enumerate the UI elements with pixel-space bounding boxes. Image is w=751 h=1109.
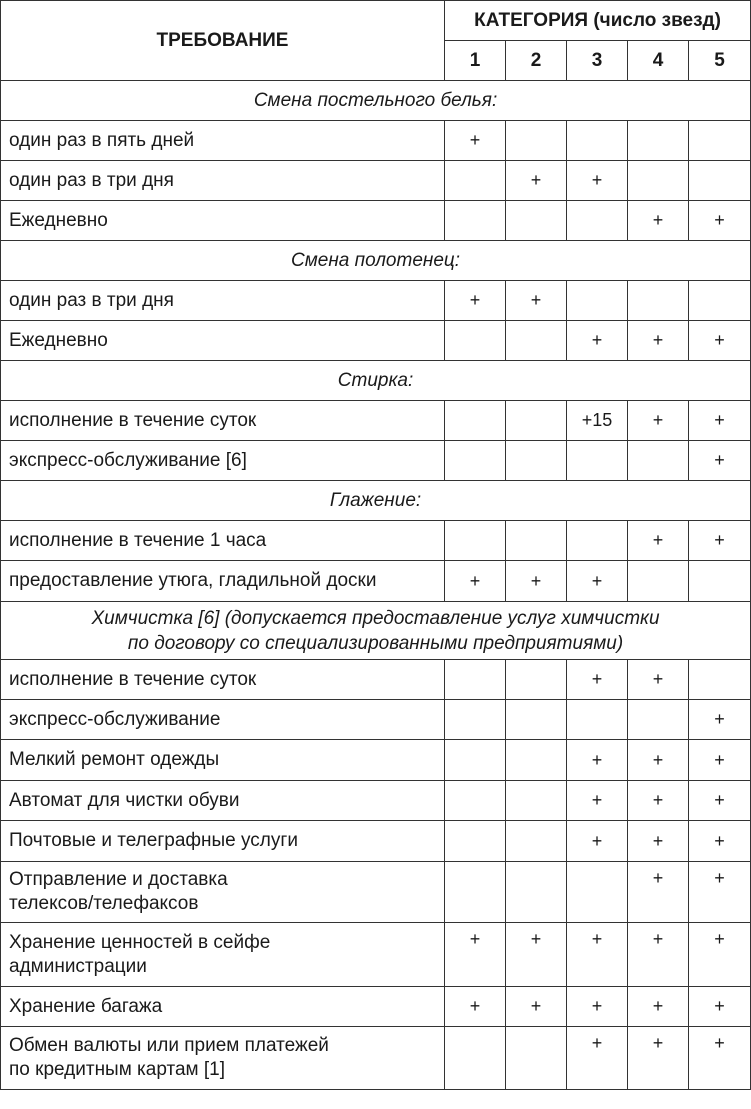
section-title-line: Смена полотенец: <box>291 250 461 271</box>
mark-cell-category-2 <box>506 821 567 862</box>
requirement-label-line: предоставление утюга, гладильной доски <box>9 570 377 591</box>
table-row <box>1 700 751 740</box>
requirement-label-line: исполнение в течение суток <box>9 668 257 690</box>
mark-cell-category-4: + <box>628 1027 689 1090</box>
requirement-label <box>1 862 445 923</box>
mark-cell-category-4: + <box>628 740 689 781</box>
mark-cell-category-5: + <box>689 321 751 361</box>
mark-cell-category-4: + <box>628 521 689 561</box>
mark-cell-category-5: + <box>689 821 751 862</box>
category-header: КАТЕГОРИЯ (число звезд) <box>445 1 751 41</box>
requirement-label-line: администрации <box>9 955 147 977</box>
mark-cell-category-3: +15 <box>567 401 628 441</box>
mark-cell-category-1 <box>445 700 506 740</box>
requirement-label <box>1 660 445 700</box>
table-row <box>1 1027 751 1090</box>
mark-cell-category-5: + <box>689 1027 751 1090</box>
requirement-label-line: исполнение в течение суток <box>9 409 257 431</box>
requirement-label-line: один раз в три дня <box>9 169 174 191</box>
star-count-1: 1 <box>445 41 506 81</box>
requirement-label-line: экспресс-обслуживание <box>9 708 221 730</box>
mark-cell-category-5: + <box>689 700 751 740</box>
mark-cell-category-2 <box>506 121 567 161</box>
table-row <box>1 201 751 241</box>
table-row <box>1 821 751 862</box>
section-title-line: Химчистка [6] (допускается предоставление услуг химчистки <box>91 607 660 629</box>
mark-cell-category-2 <box>506 740 567 781</box>
mark-cell-category-1 <box>445 740 506 781</box>
mark-cell-category-5: + <box>689 781 751 821</box>
requirement-label-line: исполнение в течение 1 часа <box>9 529 267 551</box>
requirement-label <box>1 401 445 441</box>
mark-cell-category-2 <box>506 1027 567 1090</box>
mark-cell-category-3 <box>567 862 628 923</box>
mark-cell-category-3 <box>567 521 628 561</box>
requirement-label-line: Хранение багажа <box>9 995 163 1017</box>
mark-cell-category-1 <box>445 821 506 862</box>
mark-cell-category-2 <box>506 660 567 700</box>
requirement-label-line: один раз в пять дней <box>9 129 195 151</box>
mark-cell-category-3: + <box>567 161 628 201</box>
requirement-label <box>1 987 445 1027</box>
mark-cell-category-1 <box>445 781 506 821</box>
requirement-label <box>1 161 445 201</box>
mark-cell-category-1: + <box>445 987 506 1027</box>
mark-cell-category-1 <box>445 441 506 481</box>
section-title <box>1 361 751 401</box>
section-title <box>1 241 751 281</box>
section-row <box>1 361 751 401</box>
mark-cell-category-3 <box>567 121 628 161</box>
requirement-label <box>1 1027 445 1090</box>
mark-cell-category-3: + <box>567 561 628 602</box>
requirement-label <box>1 740 445 781</box>
mark-cell-category-3: + <box>567 321 628 361</box>
mark-cell-category-4 <box>628 561 689 602</box>
table-row <box>1 401 751 441</box>
mark-cell-category-4: + <box>628 321 689 361</box>
star-count-2: 2 <box>506 41 567 81</box>
header-row <box>1 1 751 41</box>
table-row <box>1 281 751 321</box>
mark-cell-category-5: + <box>689 401 751 441</box>
requirement-label <box>1 561 445 602</box>
mark-cell-category-2 <box>506 862 567 923</box>
mark-cell-category-1 <box>445 660 506 700</box>
requirement-label <box>1 781 445 821</box>
mark-cell-category-3 <box>567 700 628 740</box>
mark-cell-category-5: + <box>689 521 751 561</box>
mark-cell-category-2 <box>506 441 567 481</box>
mark-cell-category-5: + <box>689 987 751 1027</box>
requirement-label <box>1 923 445 987</box>
mark-cell-category-5 <box>689 121 751 161</box>
mark-cell-category-4: + <box>628 401 689 441</box>
mark-cell-category-5: + <box>689 740 751 781</box>
requirement-label-line: Автомат для чистки обуви <box>9 789 240 811</box>
table-row <box>1 321 751 361</box>
mark-cell-category-2 <box>506 700 567 740</box>
star-count-5: 5 <box>689 41 751 81</box>
mark-cell-category-4: + <box>628 821 689 862</box>
mark-cell-category-5 <box>689 161 751 201</box>
mark-cell-category-4: + <box>628 660 689 700</box>
requirement-label <box>1 321 445 361</box>
mark-cell-category-1: + <box>445 121 506 161</box>
table-row <box>1 441 751 481</box>
section-title <box>1 602 751 660</box>
mark-cell-category-2: + <box>506 281 567 321</box>
mark-cell-category-2: + <box>506 161 567 201</box>
mark-cell-category-1 <box>445 201 506 241</box>
requirement-label-line: Обмен валюты или прием платежей <box>9 1035 329 1056</box>
requirement-label <box>1 700 445 740</box>
section-title-line: Смена постельного белья: <box>253 90 498 111</box>
mark-cell-category-3 <box>567 441 628 481</box>
requirement-label-line: Хранение ценностей в сейфе <box>9 931 271 953</box>
requirement-label <box>1 441 445 481</box>
mark-cell-category-1 <box>445 401 506 441</box>
requirement-label-line: Мелкий ремонт одежды <box>9 749 220 770</box>
mark-cell-category-4 <box>628 700 689 740</box>
mark-cell-category-3 <box>567 281 628 321</box>
mark-cell-category-1 <box>445 161 506 201</box>
requirement-label <box>1 121 445 161</box>
star-count-4: 4 <box>628 41 689 81</box>
mark-cell-category-5: + <box>689 862 751 923</box>
mark-cell-category-5: + <box>689 201 751 241</box>
mark-cell-category-2 <box>506 521 567 561</box>
mark-cell-category-2: + <box>506 987 567 1027</box>
requirement-label-line: экспресс-обслуживание [6] <box>9 449 247 471</box>
mark-cell-category-1 <box>445 321 506 361</box>
mark-cell-category-3: + <box>567 1027 628 1090</box>
star-count-3: 3 <box>567 41 628 81</box>
mark-cell-category-1 <box>445 1027 506 1090</box>
mark-cell-category-2 <box>506 401 567 441</box>
mark-cell-category-5 <box>689 660 751 700</box>
mark-cell-category-3: + <box>567 660 628 700</box>
mark-cell-category-3: + <box>567 987 628 1027</box>
requirement-label-line: по кредитным картам [1] <box>9 1059 226 1080</box>
mark-cell-category-3: + <box>567 923 628 987</box>
table-row <box>1 561 751 602</box>
requirement-label <box>1 821 445 862</box>
requirement-label <box>1 521 445 561</box>
mark-cell-category-5 <box>689 281 751 321</box>
table-body <box>1 81 751 1090</box>
mark-cell-category-4: + <box>628 923 689 987</box>
section-title <box>1 481 751 521</box>
mark-cell-category-4 <box>628 281 689 321</box>
requirement-label <box>1 201 445 241</box>
mark-cell-category-2 <box>506 201 567 241</box>
section-title-line: Глажение: <box>329 490 422 511</box>
section-row <box>1 602 751 660</box>
section-row <box>1 481 751 521</box>
requirement-label-line: Ежедневно <box>9 209 108 231</box>
mark-cell-category-3: + <box>567 781 628 821</box>
mark-cell-category-5 <box>689 561 751 602</box>
mark-cell-category-4: + <box>628 201 689 241</box>
mark-cell-category-2: + <box>506 923 567 987</box>
requirement-label-line: один раз в три дня <box>9 289 174 311</box>
mark-cell-category-4: + <box>628 987 689 1027</box>
mark-cell-category-5: + <box>689 923 751 987</box>
table-row <box>1 740 751 781</box>
mark-cell-category-4 <box>628 441 689 481</box>
mark-cell-category-2 <box>506 781 567 821</box>
table-row <box>1 781 751 821</box>
mark-cell-category-4 <box>628 161 689 201</box>
table-row <box>1 987 751 1027</box>
requirement-label-line: телексов/телефаксов <box>9 893 199 914</box>
section-title-line: по договору со специализированными предприятиями) <box>127 632 624 654</box>
table-row <box>1 862 751 923</box>
mark-cell-category-5: + <box>689 441 751 481</box>
mark-cell-category-4: + <box>628 862 689 923</box>
requirement-label-line: Отправление и доставка <box>9 869 228 890</box>
section-title <box>1 81 751 121</box>
mark-cell-category-1: + <box>445 923 506 987</box>
section-row <box>1 81 751 121</box>
table-row <box>1 521 751 561</box>
mark-cell-category-2 <box>506 321 567 361</box>
mark-cell-category-3: + <box>567 740 628 781</box>
requirement-label <box>1 281 445 321</box>
requirement-label-line: Почтовые и телеграфные услуги <box>9 830 298 851</box>
table-row <box>1 923 751 987</box>
mark-cell-category-2: + <box>506 561 567 602</box>
mark-cell-category-1 <box>445 521 506 561</box>
requirement-header: ТРЕБОВАНИЕ <box>1 1 445 81</box>
table-row <box>1 660 751 700</box>
requirement-label-line: Ежедневно <box>9 329 108 351</box>
mark-cell-category-1: + <box>445 561 506 602</box>
table-row <box>1 161 751 201</box>
section-row <box>1 241 751 281</box>
mark-cell-category-3 <box>567 201 628 241</box>
section-title-line: Стирка: <box>337 370 414 391</box>
mark-cell-category-4: + <box>628 781 689 821</box>
mark-cell-category-3: + <box>567 821 628 862</box>
mark-cell-category-1: + <box>445 281 506 321</box>
mark-cell-category-4 <box>628 121 689 161</box>
table-row <box>1 121 751 161</box>
mark-cell-category-1 <box>445 862 506 923</box>
